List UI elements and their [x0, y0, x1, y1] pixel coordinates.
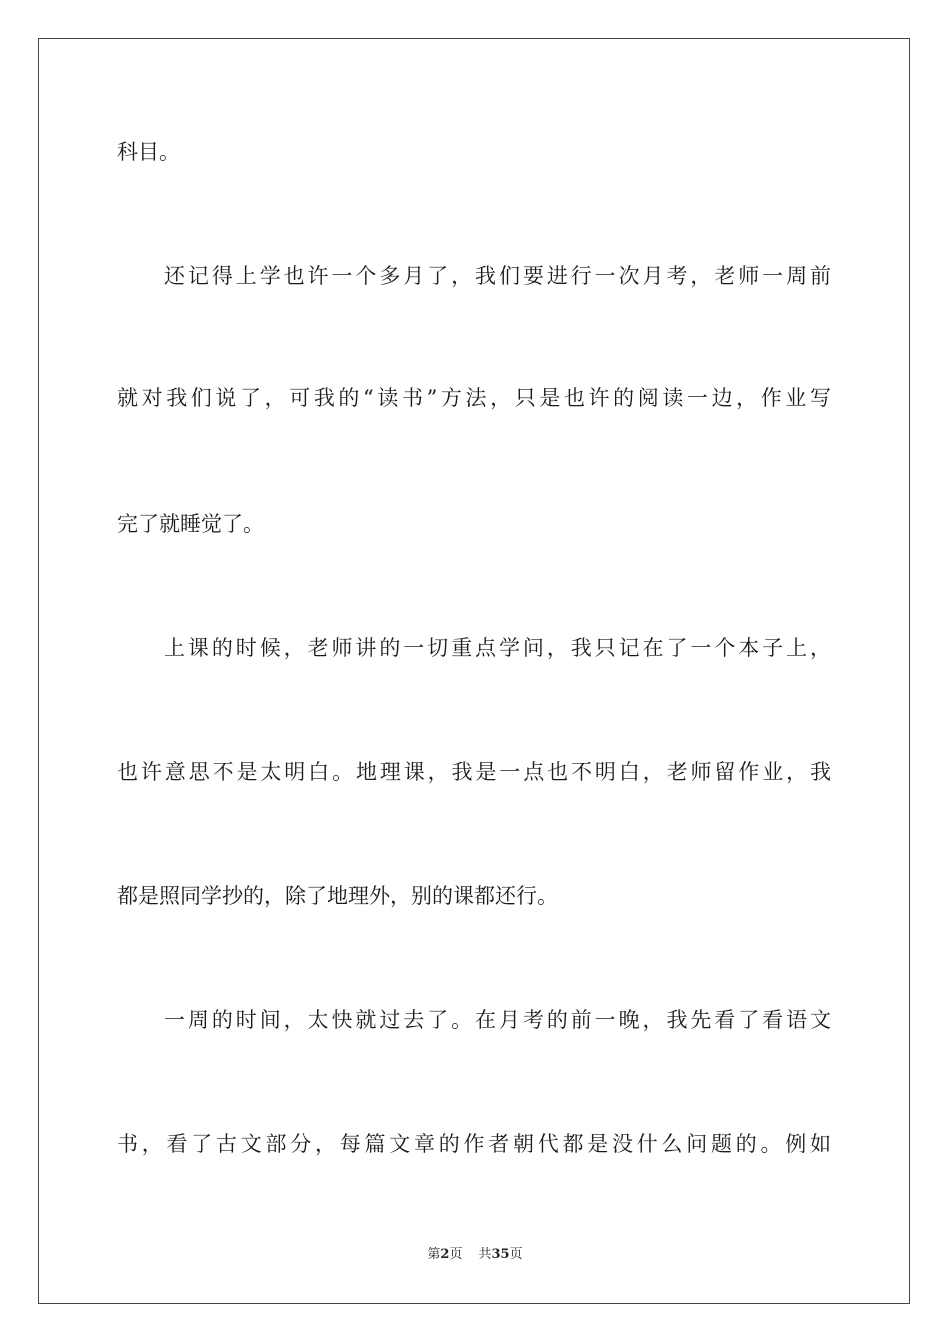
text-line-7: 都是照同学抄的，除了地理外，别的课都还行。: [117, 884, 558, 908]
total-pages: 35: [491, 1247, 510, 1262]
page-prefix: 第: [427, 1247, 441, 1262]
text-line-3: 就对我们说了，可我的“读书”方法，只是也许的阅读一边，作业写: [117, 386, 831, 410]
total-prefix: 共: [478, 1247, 492, 1262]
text-line-9: 书，看了古文部分，每篇文章的作者朝代都是没什么问题的。例如: [117, 1132, 831, 1156]
page-footer: [0, 1246, 950, 1264]
page-suffix: 页: [449, 1247, 463, 1262]
paragraph-start-line-5: 上课的时候，老师讲的一切重点学问，我只记在了一个本子上，: [164, 636, 831, 660]
text-line-1: 科目。: [117, 140, 180, 164]
paragraph-start-line-8: 一周的时间，太快就过去了。在月考的前一晚，我先看了看语文: [164, 1008, 831, 1032]
total-suffix: 页: [509, 1247, 523, 1262]
text-line-6: 也许意思不是太明白。地理课，我是一点也不明白，老师留作业，我: [117, 760, 831, 784]
text-line-4: 完了就睡觉了。: [117, 512, 264, 536]
page-number: 2: [440, 1247, 450, 1262]
paragraph-start-line-2: 还记得上学也许一个多月了，我们要进行一次月考，老师一周前: [164, 264, 831, 288]
page-border: [38, 38, 910, 1304]
